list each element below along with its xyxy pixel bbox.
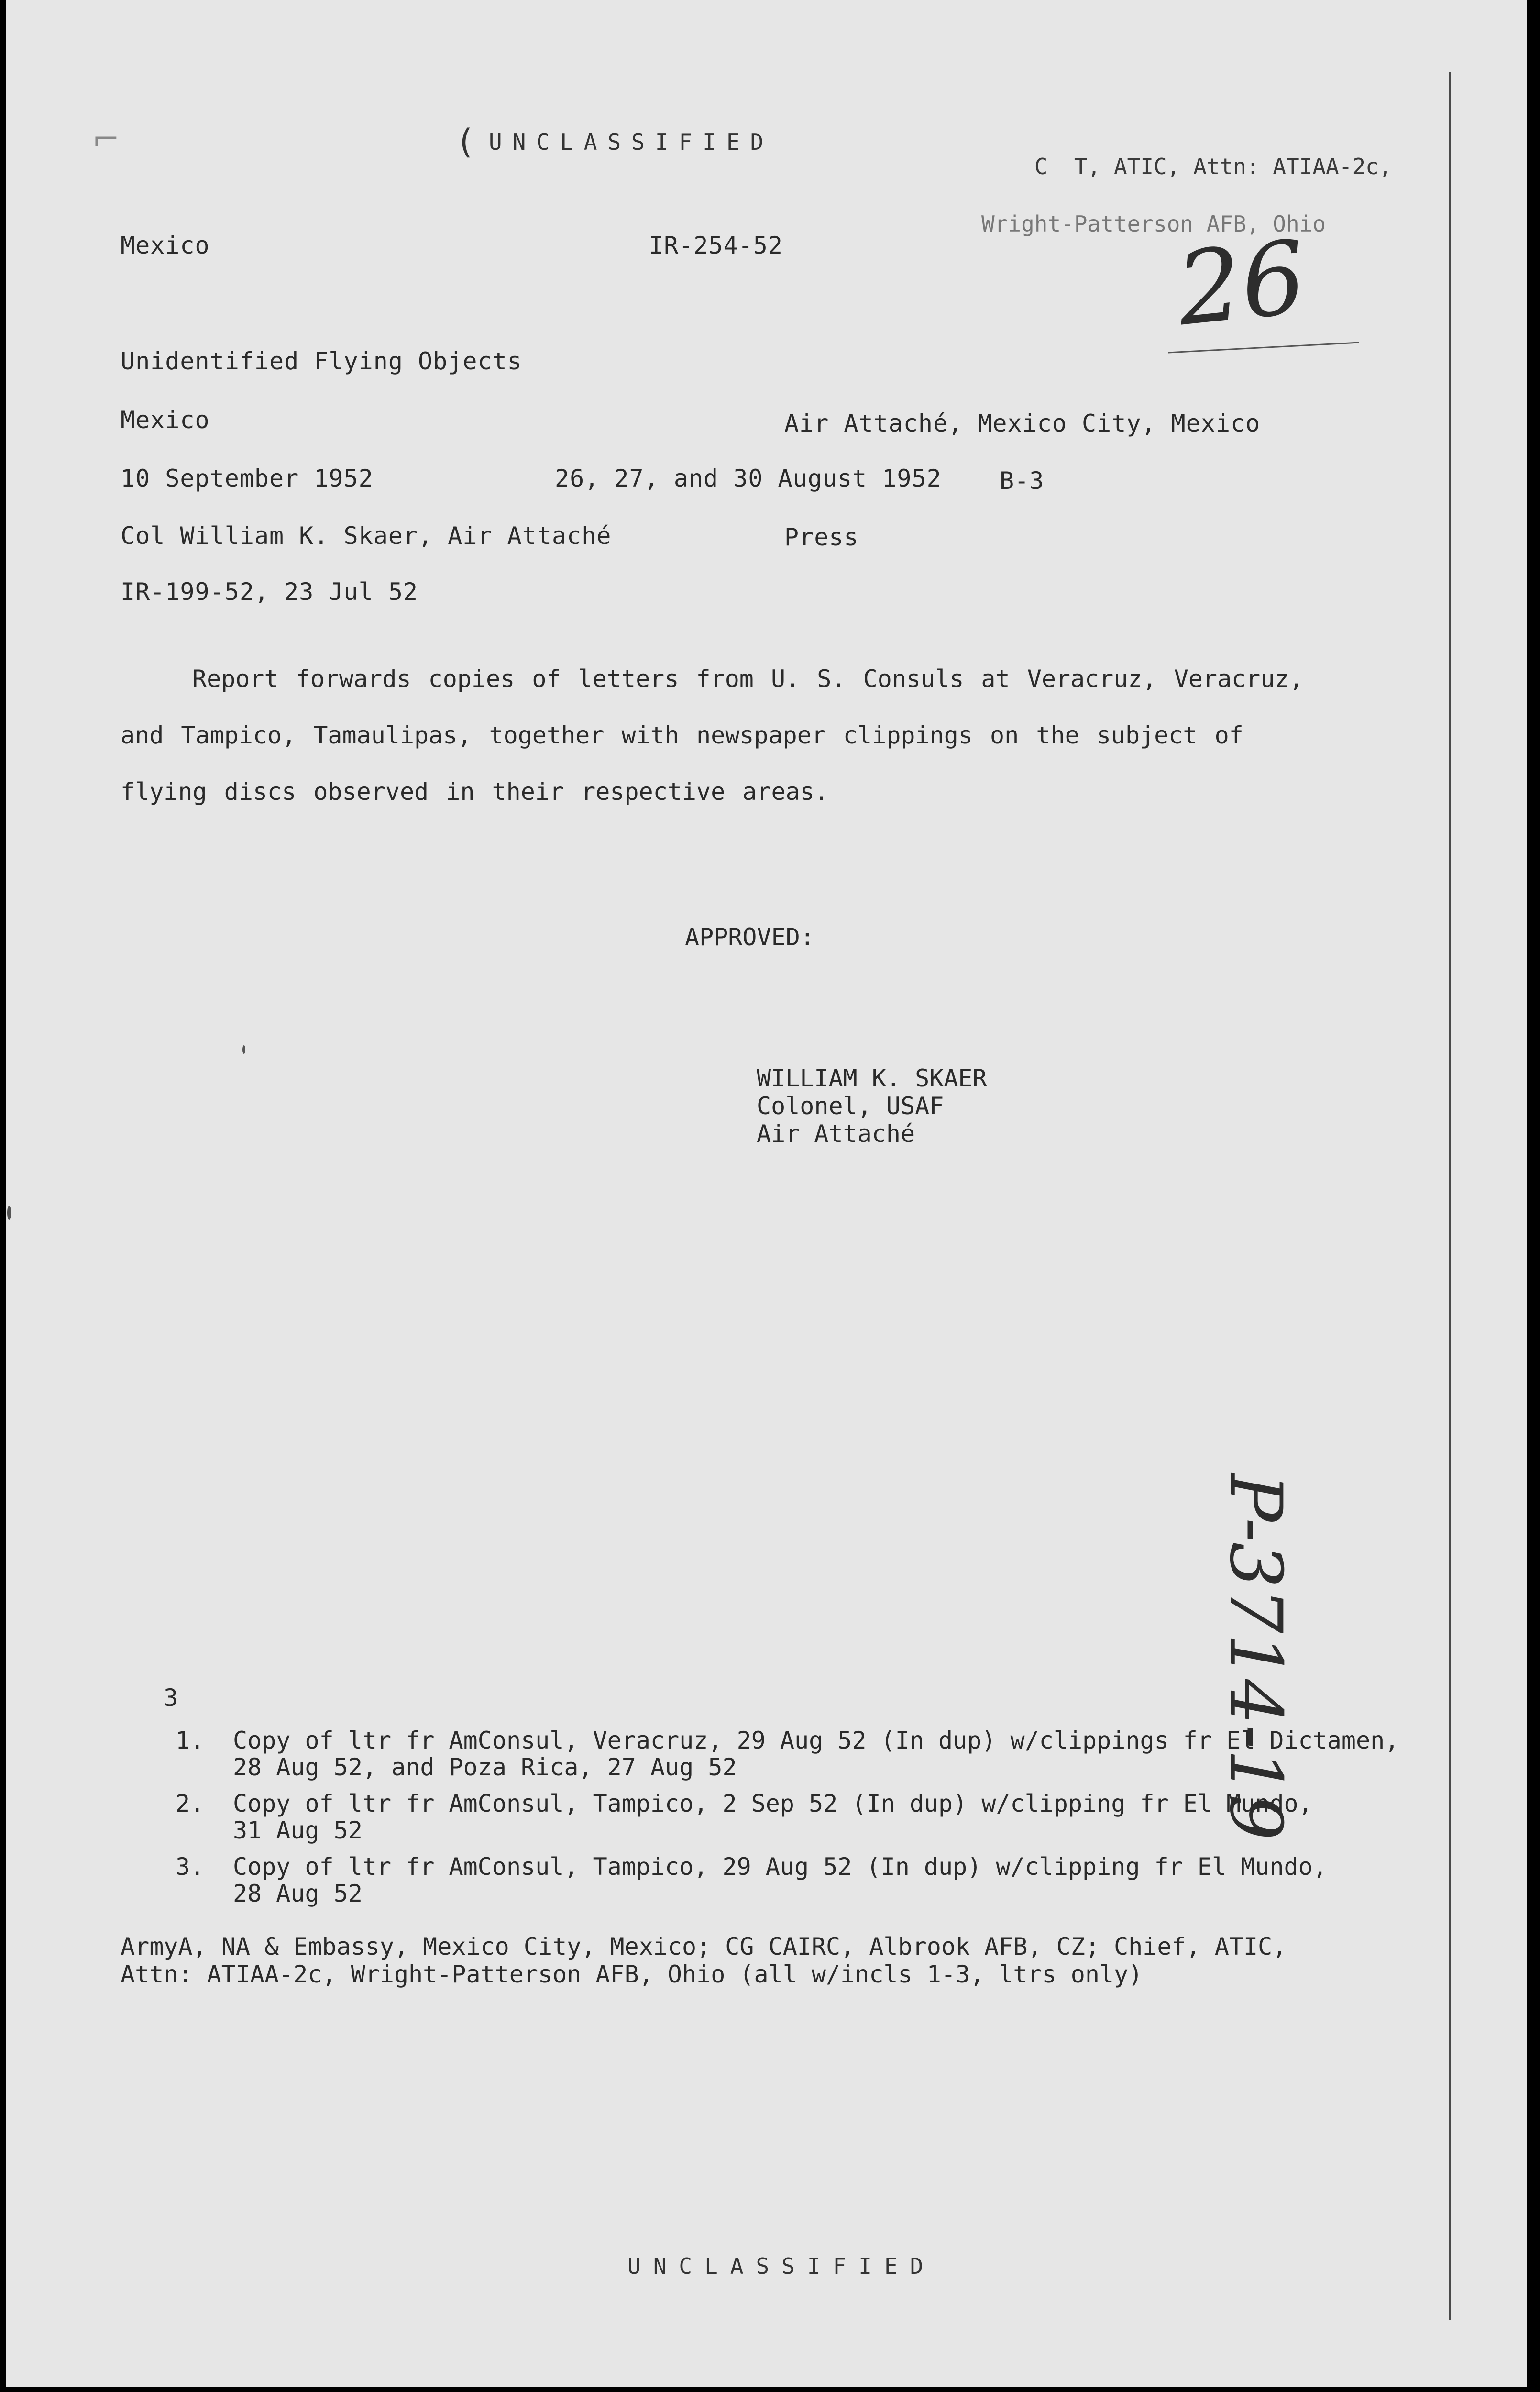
handwritten-side-note: P-3714-19 xyxy=(1214,1473,1297,1840)
report-date: 10 September 1952 xyxy=(121,465,374,492)
enclosure-count: 3 xyxy=(164,1684,178,1712)
enclosure-text: Copy of ltr fr AmConsul, Veracruz, 29 Aug 52 (In dup) w/clippings fr El Dictamen, 28 Aug 52, and Poza Rica, 27 Aug 52 xyxy=(233,1727,1399,1781)
report-subject: Unidentified Flying Objects xyxy=(121,347,522,375)
enclosure-item xyxy=(176,1853,1400,1907)
enclosure-number: 2. xyxy=(176,1790,205,1817)
report-number: IR-254-52 xyxy=(649,232,783,259)
classification-header: UNCLASSIFIED xyxy=(489,129,774,155)
signer-title: Air Attaché xyxy=(757,1120,915,1148)
report-source: Air Attaché, Mexico City, Mexico xyxy=(784,410,1261,437)
signer-rank: Colonel, USAF xyxy=(757,1092,944,1120)
enclosure-text: Copy of ltr fr AmConsul, Tampico, 29 Aug 52 (In dup) w/clipping fr El Mundo, 28 Aug 52 xyxy=(233,1853,1327,1907)
enclosure-item xyxy=(176,1790,1400,1844)
approved-label: APPROVED: xyxy=(685,923,814,951)
document-page xyxy=(6,0,1527,2387)
enclosure-text: Copy of ltr fr AmConsul, Tampico, 2 Sep 52 (In dup) w/clipping fr El Mundo, 31 Aug 52 xyxy=(233,1790,1313,1844)
enclosure-number: 1. xyxy=(176,1727,205,1754)
enclosure-number: 3. xyxy=(176,1853,205,1881)
information-date: 26, 27, and 30 August 1952 xyxy=(555,465,942,492)
reference: IR-199-52, 23 Jul 52 xyxy=(121,578,418,606)
signer-name: WILLIAM K. SKAER xyxy=(757,1064,987,1092)
routing-line-1: C T, ATIC, Attn: ATIAA-2c, xyxy=(1034,154,1392,179)
distribution-list: ArmyA, NA & Embassy, Mexico City, Mexico; CG CAIRC, Albrook AFB, CZ; Chief, ATIC, Attn: ATIAA-2c, Wright-Patterson AFB, Ohio (all w/incls 1-3, ltrs only) xyxy=(121,1933,1287,1988)
prepared-by: Col William K. Skaer, Air Attaché xyxy=(121,522,612,550)
report-country: Mexico xyxy=(121,232,210,259)
enclosure-item xyxy=(176,1727,1400,1781)
corner-scan-mark: ⌐ xyxy=(92,120,120,159)
routing-line-2: Wright-Patterson AFB, Ohio xyxy=(981,211,1326,237)
evaluation-code: B-3 xyxy=(1000,467,1045,495)
report-area: Mexico xyxy=(121,406,210,434)
page-edge-rule xyxy=(1449,72,1451,2320)
classification-paren: ( xyxy=(455,122,476,161)
handwritten-page-number: 26 xyxy=(1171,218,1311,349)
signature-block xyxy=(757,1064,987,1148)
scan-speck xyxy=(7,1206,11,1220)
source-type: Press xyxy=(784,523,859,551)
classification-footer: UNCLASSIFIED xyxy=(627,2253,936,2279)
scan-speck xyxy=(242,1045,245,1054)
enclosure-list xyxy=(176,1727,1400,1916)
summary-paragraph: Report forwards copies of letters from U. S. Consuls at Veracruz, Veracruz, and Tampico, Tamaulipas, together with newspaper clippings on the subject of flying discs observed in their respective areas. xyxy=(121,665,1304,806)
